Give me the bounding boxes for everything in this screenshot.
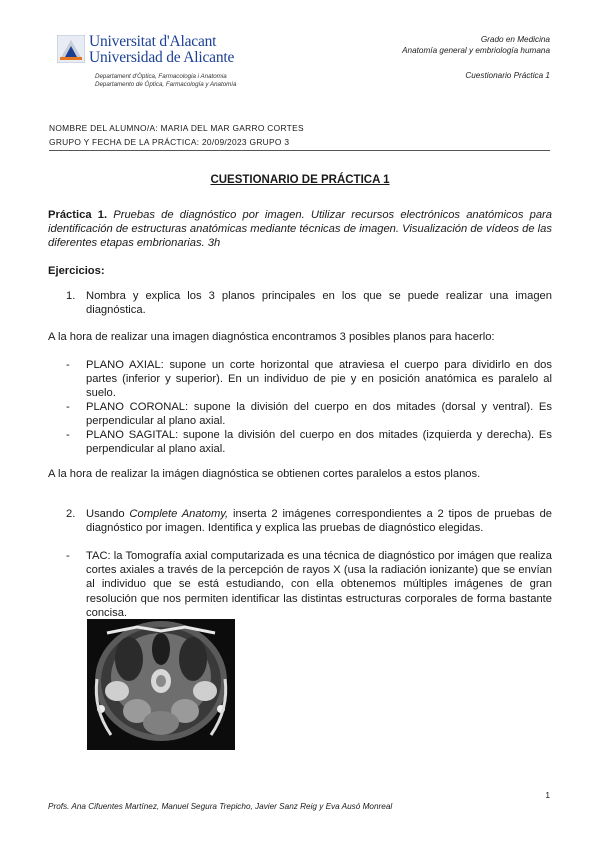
question-2-post: inserta 2 imágenes correspondientes a 2 tipos de pruebas de diagnóstico por imagen. Identifica y explica las pruebas de diagnóstico elegidas. <box>86 508 553 535</box>
department-name-valencian: Departament d'Òptica, Farmacologia i Anatomia <box>95 73 227 80</box>
list-marker: - <box>66 359 70 371</box>
list-marker: - <box>66 401 70 413</box>
university-name-valencian: Universitat d'Alacant <box>89 33 217 50</box>
answer-1-outro: A la hora de realizar la imágen diagnóstica se obtienen cortes paralelos a estos planos. <box>48 468 481 480</box>
question-1 <box>66 289 552 317</box>
plane-sagital-text: PLANO SAGITAL: supone la división del cuerpo en dos mitades (izquierda y derecha). Es perpendicular al plano axial. <box>86 429 552 456</box>
page-title: CUESTIONARIO DE PRÁCTICA 1 <box>210 174 390 186</box>
header-divider <box>49 150 550 151</box>
subject-label: Anatomía general y embriología humana <box>402 46 550 55</box>
practice-label: Práctica 1. <box>48 209 108 221</box>
list-marker: - <box>66 550 70 562</box>
degree-label: Grado en Medicina <box>480 35 550 44</box>
list-marker: - <box>66 429 70 441</box>
doc-type-label: Cuestionario Práctica 1 <box>465 71 550 80</box>
page-number: 1 <box>545 790 550 800</box>
tac-item <box>66 549 552 620</box>
plane-coronal-text: PLANO CORONAL: supone la división del cuerpo en dos mitades (dorsal y ventral). Es perpendicular al plano axial. <box>86 401 552 428</box>
plane-item-sagital <box>66 428 552 456</box>
exercises-heading: Ejercicios: <box>48 265 105 277</box>
plane-item-coronal <box>66 400 552 428</box>
question-2-text <box>86 507 552 535</box>
question-2 <box>66 507 552 535</box>
department-name-spanish: Departamento de Óptica, Farmacología y Anatomía <box>95 81 237 88</box>
practice-description <box>48 208 552 251</box>
question-1-number: 1. <box>66 290 76 302</box>
question-2-number: 2. <box>66 508 76 520</box>
practice-text: Pruebas de diagnóstico por imagen. Utilizar recursos electrónicos anatómicos para identificación de estructuras anatómicas mediante técnicas de imagen. Visualización de vídeos de las diferentes etapas embrionarias. 3h <box>48 209 552 250</box>
answer-1-intro: A la hora de realizar una imagen diagnóstica encontramos 3 posibles planos para hacerlo: <box>48 331 495 343</box>
university-name-spanish: Universidad de Alicante <box>89 49 235 66</box>
question-2-pre: Usando <box>86 508 130 520</box>
footer-professors: Profs. Ana Cifuentes Martínez, Manuel Segura Trepicho, Javier Sanz Reig y Eva Ausó Monreal <box>48 802 393 811</box>
group-date: GRUPO Y FECHA DE LA PRÁCTICA: 20/09/2023 GRUPO 3 <box>49 137 290 147</box>
tac-text: TAC: la Tomografía axial computarizada es una técnica de diagnóstico por imágen que realiza cortes axiales a través de la percepción de rayos X (usa la radiación ionizante) que se envían al individuo que se está estudiando, con ella obtenemos múltiples imágenes de gran resolución que nos permiten identificar las distintas estructuras corporales de forma bastante concisa. <box>86 550 552 619</box>
ct-scan-image <box>87 619 235 750</box>
question-2-app-name: Complete Anatomy, <box>129 508 229 520</box>
ct-scan-graphic <box>87 619 235 750</box>
university-logo <box>57 33 247 95</box>
student-name: NOMBRE DEL ALUMNO/A: MARIA DEL MAR GARRO CORTES <box>49 123 304 133</box>
plane-item-axial <box>66 358 552 401</box>
university-emblem-icon <box>57 35 85 63</box>
plane-axial-text: PLANO AXIAL: supone un corte horizontal que atraviesa el cuerpo para dividirlo en dos partes (inferior y superior). En un individuo de pie y en posición anatómica es paralelo al suelo. <box>86 359 552 400</box>
question-1-text: Nombra y explica los 3 planos principales en los que se puede realizar una imagen diagnóstica. <box>86 290 552 317</box>
